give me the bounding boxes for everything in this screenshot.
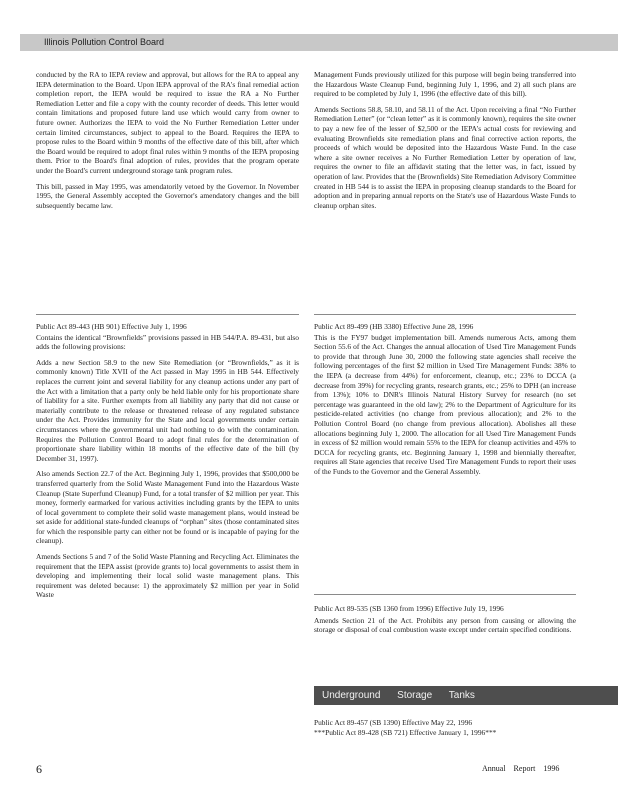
right-column-block-2	[314, 322, 576, 483]
paragraph: Amends Section 21 of the Act. Prohibits any person from causing or allowing the storage or disposal of coal combustion waste except under certain specified conditions.	[314, 615, 576, 635]
page-number: 6	[36, 762, 42, 776]
paragraph: Contains the identical “Brownfields” provisions passed in HB 544/P.A. 89-431, but also adds the following provisions:	[36, 332, 299, 352]
act-heading: Public Act 89-443 (HB 901) Effective July 1, 1996	[36, 322, 187, 331]
section-divider	[36, 314, 299, 315]
paragraph: conducted by the RA to IEPA review and approval, but allows for the RA to appeal any IEPA determination to the Board. Upon IEPA approval of the RA's final remedial action completion report, the IEPA would be required to issue the RA a No Further Remediation Letter and file a copy with the county recorder of deeds. This letter would contain limitations and proposed future land use which would carry from owner to future owner. Authorizes the IEPA to void the No Further Remediation Letter under certain limited circumstances, subject to appeal to the Board. Requires the IEPA to propose rules to the Board within 9 months of the effective date of this bill, after which the Board would be required to adopt final rules within 9 months of the IEPA proposing them. Prior to the Board's final adoption of rules, provides that the program operate under the Board's current underground storage tank program rules.	[36, 70, 299, 175]
paragraph: This is the FY97 budget implementation bill. Amends numerous Acts, among them Section 55.6 of the Act. Changes the annual allocation of Used Tire Management Funds to provide that through June 30, 2000 the following state agencies shall receive the following percentages of the first $2 million in Used Tire Management Funds: 38% to the IEPA (a decrease from 44%) for enforcement, cleanup, etc.; 23% to DCCA (a decrease from 39%) for recycling grants, research grants, etc.; 25% to DPH (an increase from 13%); 10% to DNR's Illinois Natural History Survey for research (no set percentage was guaranteed in the old law); 2% to the Department of Agriculture for its pesticide-related activities (no change from previous allocation); and 2% to the Pollution Control Board (no change from previous allocation). Abolishes all these allocations beginning July 1, 2000. The allocation for all Used Tire Management Funds in excess of $2 million would remain 55% to the IEPA for cleanup activities and 45% to DCCA for recycling grants, etc. Beginning January 1, 1998 and biennially thereafter, requires all State agencies that receive Used Tire Management Funds to report their uses of the Funds to the Governor and the General Assembly.	[314, 332, 576, 476]
act-heading: Public Act 89-535 (SB 1360 from 1996) Effective July 19, 1996	[314, 604, 504, 613]
paragraph: Amends Sections 58.8, 58.10, and 58.11 of the Act. Upon receiving a final “No Further Remediation Letter” (or “clean letter” as it is commonly known), requires the site owner to pay a new fee of the lesser of $2,500 or the IEPA's actual costs for reviewing and evaluating Brownfields site remediation plans and final corrective action reports, the proceeds of which would be deposited into the Hazardous Waste Fund. In the case where a site owner receives a No Further Remediation Letter by operation of law, requires the owner to file an affidavit stating that the letter was, in fact, issued by operation of law. Provides that the (Brownfields) Site Remediation Advisory Committee created in HB 544 is to assist the IEPA in proposing cleanup standards to the Board for adoption and in preparing annual reports on the State's use of Hazardous Waste Funds to cleanup orphan sites.	[314, 104, 576, 210]
paragraph: Amends Sections 5 and 7 of the Solid Waste Planning and Recycling Act. Eliminates the requirement that the IEPA assist (provide grants to) local governments to assist them in developing and implementing their local solid waste management plans. This requirement was deleted because: 1) the approximately $2 million per year in Solid Waste	[36, 552, 299, 600]
section-divider	[314, 594, 576, 595]
running-header	[20, 34, 618, 51]
paragraph: Adds a new Section 58.9 to the new Site Remediation (or “Brownfields,” as it is commonly known) Title XVII of the Act passed in May 1995 in HB 544. Effectively replaces the current joint and several liability for any cleanup actions under any part of the Act with a limitation that a party only be held liable only for his proportionate share of liability for a site. Further exempts from all liability any party that did not cause or materially contribute to the release or threatened release of any regulated substance under the Act. Provides immunity for the State and local governments under certain circumstances where the governmental unit had nothing to do with the contamination. Requires the Pollution Control Board to adopt final rules for the determination of proportionate share liability within 18 months of the effective date of the bill (by December 31, 1997).	[36, 357, 299, 463]
paragraph: Also amends Section 22.7 of the Act. Beginning July 1, 1996, provides that $500,000 be transferred quarterly from the Solid Waste Management Fund into the Hazardous Waste Cleanup (State Superfund Cleanup) Fund, for a total transfer of $2 million per year. This money, formerly earmarked for various activities including grants by the IEPA to units of local government to complete their solid waste management plans, would instead be set aside for additional state-funded cleanups of “orphan” sites (those contaminated sites for which the responsible party can either not be found or is incapable of paying for the cleanup).	[36, 469, 299, 546]
right-column-block-4	[314, 718, 576, 743]
right-column-block-3	[314, 604, 576, 641]
section-heading-bar	[314, 686, 618, 705]
header-title: Illinois Pollution Control Board	[44, 37, 165, 47]
act-heading: Public Act 89-457 (SB 1390) Effective May 22, 1996	[314, 718, 473, 727]
act-heading: ***Public Act 89-428 (SB 721) Effective January 1, 1996***	[314, 727, 497, 737]
left-column-block-2	[36, 322, 299, 606]
left-column-block-1	[36, 70, 299, 216]
right-column-block-1	[314, 70, 576, 216]
paragraph: This bill, passed in May 1995, was amendatorily vetoed by the Governor. In November 1995, the General Assembly accepted the Governor's amendatory changes and the bill subsequently became law.	[36, 181, 299, 210]
act-heading: Public Act 89-499 (HB 3380) Effective June 28, 1996	[314, 322, 474, 331]
paragraph: Management Funds previously utilized for this purpose will begin being transferred into the Hazardous Waste Cleanup Fund, beginning July 1, 1996, and 2) all such plans are required to be completed by July 1, 1996 (the effective date of this bill).	[314, 70, 576, 99]
footer-report-label: Annual Report 1996	[482, 764, 560, 773]
section-heading: Underground Storage Tanks	[322, 690, 475, 701]
section-divider	[314, 314, 576, 315]
